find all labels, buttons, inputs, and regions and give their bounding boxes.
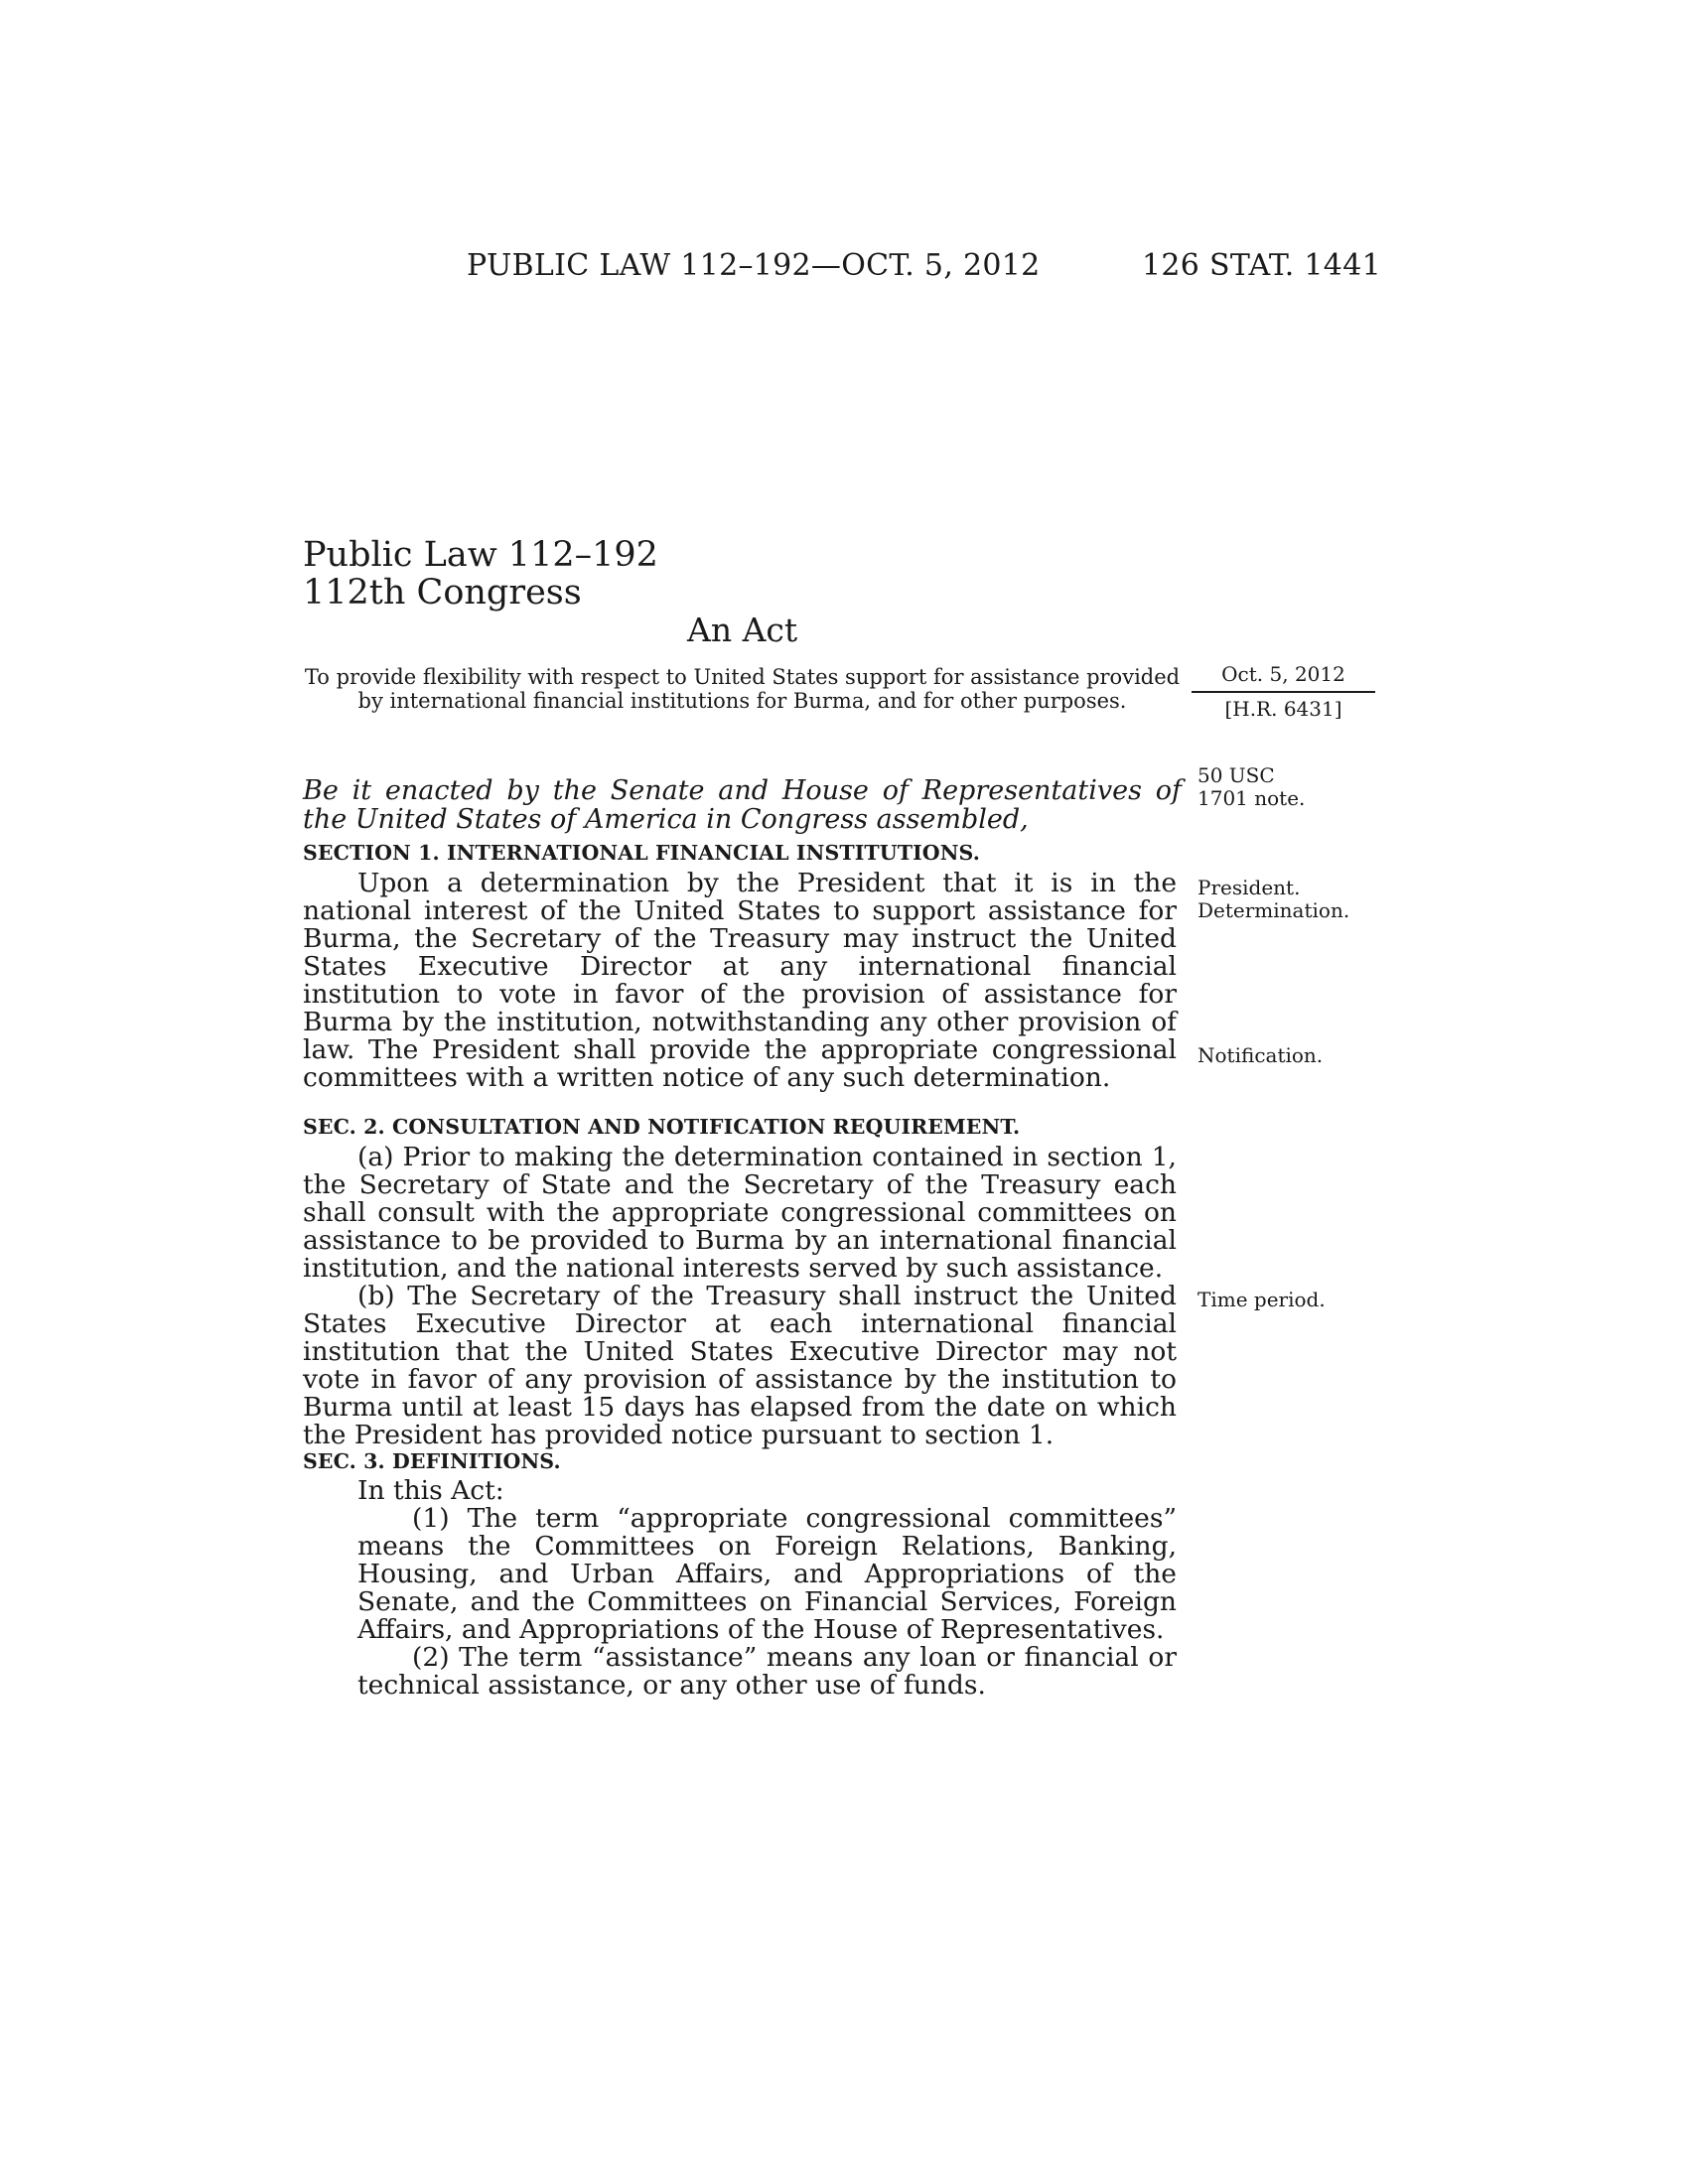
margin-usc-note: 50 USC 1701 note.	[1197, 763, 1306, 810]
public-law-number: Public Law 112–192	[303, 535, 658, 575]
margin-bill-number: [H.R. 6431]	[1224, 697, 1342, 721]
margin-time-period: Time period.	[1197, 1288, 1326, 1311]
section-2-heading: SEC. 2. CONSULTATION AND NOTIFICATION REQUIREMENT.	[303, 1115, 1021, 1139]
act-title: An Act	[687, 611, 798, 649]
section-3-intro: In this Act:	[357, 1475, 504, 1506]
enacting-clause: Be it enacted by the Senate and House of Representatives of the United States of America in Congress assembled,	[303, 775, 1182, 835]
section-2-subsection-b: (b) The Secretary of the Treasury shall instruct the United States Executive Director at each international financial institution that the United States Executive Director may not vote in favor of any provision of assistance by the institution to Burma until at least 15 days has elapsed from the date on which the President has provided notice pursuant to section 1.	[303, 1281, 1177, 1450]
margin-notification: Notification.	[1197, 1043, 1324, 1067]
section-2-subsection-a: (a) Prior to making the determination contained in section 1, the Secretary of State and the Secretary of the Treasury each shall consult with the appropriate congressional committees on assistance to be provided to Burma by an international financial institution, and the national interests served by such assistance.	[303, 1142, 1177, 1284]
margin-date: Oct. 5, 2012	[1221, 662, 1345, 686]
running-head-title: PUBLIC LAW 112–192—OCT. 5, 2012	[467, 248, 1041, 283]
definition-2: (2) The term “assistance” means any loan or financial or technical assistance, or any other use of funds.	[357, 1642, 1177, 1701]
margin-rule	[1192, 691, 1375, 693]
section-1-heading: SECTION 1. INTERNATIONAL FINANCIAL INSTITUTIONS.	[303, 841, 980, 865]
running-head-stat: 126 STAT. 1441	[1142, 248, 1381, 283]
margin-president: President.	[1197, 876, 1301, 899]
definition-1: (1) The term “appropriate congressional committees” means the Committees on Foreign Relations, Banking, Housing, and Urban Affairs, and Appropriations of the Senate, and the Committees on Financial Services, Foreign Affairs, and Appropriations of the House of Representatives.	[357, 1503, 1177, 1645]
congress-number: 112th Congress	[303, 573, 582, 613]
section-1-text: Upon a determination by the President that it is in the national interest of the United States to support assistance for Burma, the Secretary of the Treasury may instruct the United States Executive Director at any international financial institution to vote in favor of the provision of assistance for Burma by the institution, notwithstanding any other provision of law. The President shall provide the appropriate congressional committees with a written notice of any such determination.	[303, 868, 1177, 1093]
section-3-heading: SEC. 3. DEFINITIONS.	[303, 1449, 561, 1473]
margin-determination: Determination.	[1197, 898, 1350, 922]
law-title-block	[303, 536, 658, 612]
act-purpose: To provide flexibility with respect to United States support for assistance provided by international financial institutions for Burma, and for other purposes.	[304, 665, 1181, 713]
